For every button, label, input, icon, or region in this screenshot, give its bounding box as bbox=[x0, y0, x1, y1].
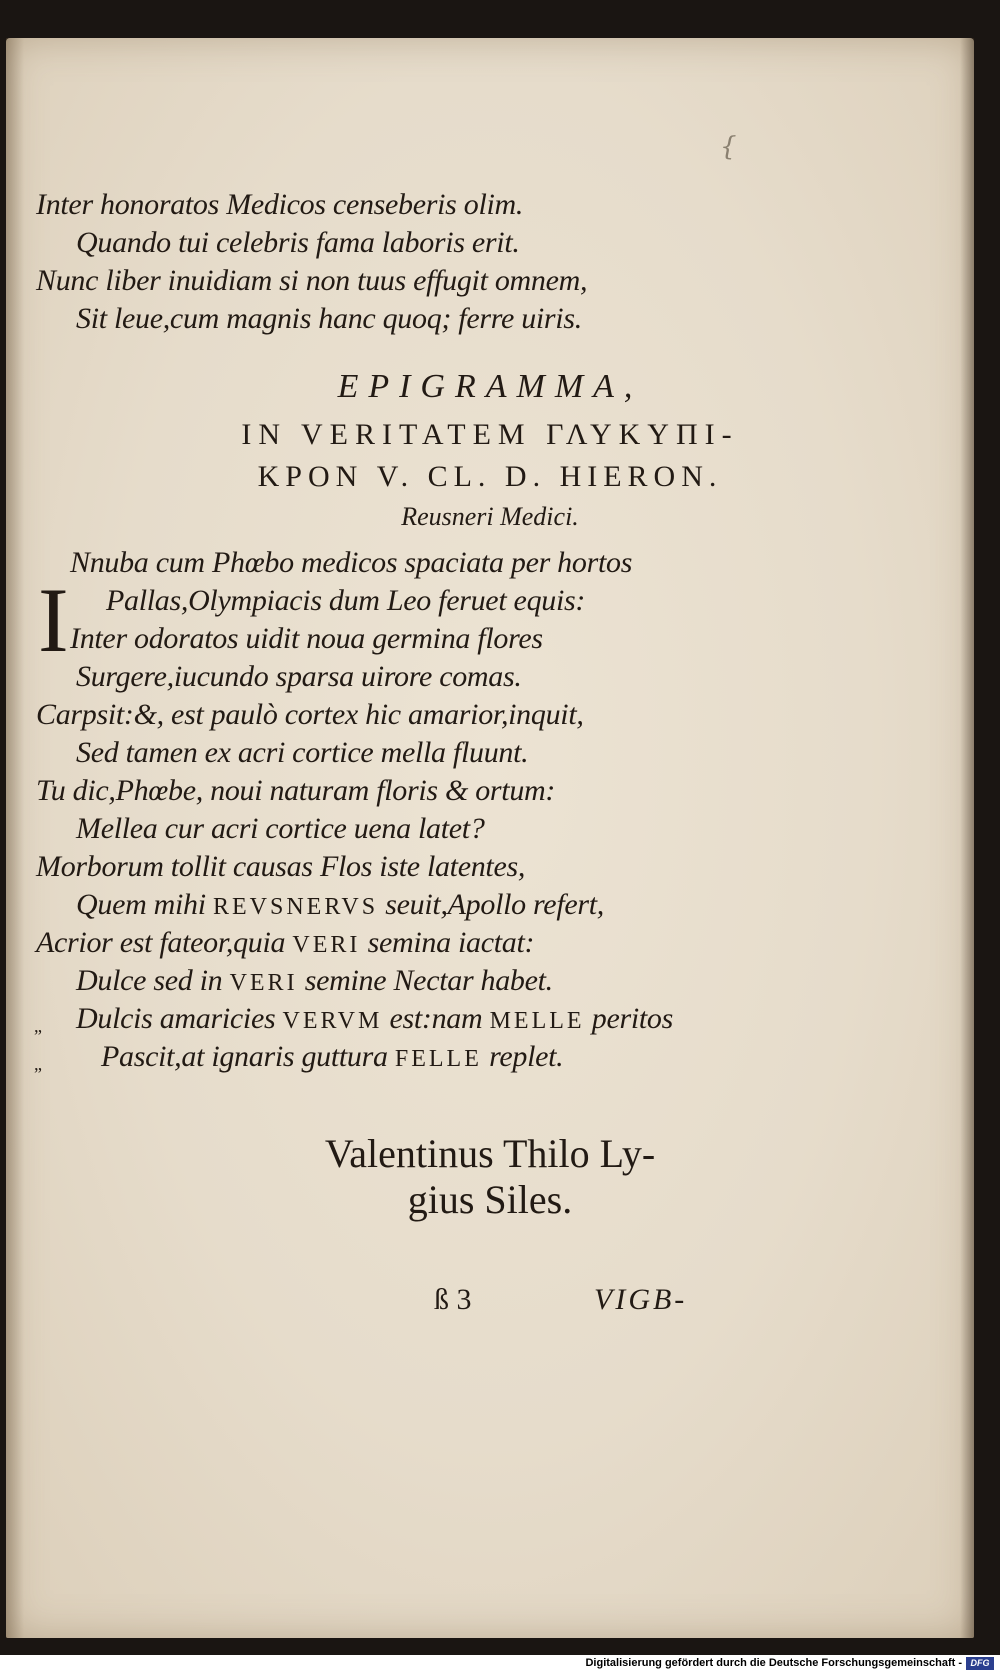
verse-line: Inter odoratos uidit noua germina flores bbox=[70, 622, 543, 655]
verse-text: Acrior est fateor,quia bbox=[36, 926, 293, 959]
small-caps-word: VERI bbox=[292, 932, 361, 958]
epigram-dedication: Reusneri Medici. bbox=[401, 502, 579, 531]
epigram-subtitle-line: ΚΡΟΝ V. CL. D. HIERON. bbox=[257, 460, 723, 493]
small-caps-name: REVSNERVS bbox=[212, 894, 379, 920]
verse-line: Surgere,iucundo sparsa uirore comas. bbox=[76, 660, 522, 693]
verse-text: seuit,Apollo refert, bbox=[378, 888, 604, 921]
verse-line: Nunc liber inuidiam si non tuus effugit omnem, bbox=[36, 264, 588, 297]
verse-text: Quem mihi bbox=[76, 888, 213, 921]
footer-bar bbox=[0, 1655, 1000, 1673]
verse-line: Pallas,Olympiacis dum Leo feruet equis: bbox=[106, 584, 586, 617]
verse-line: Mellea cur acri cortice uena latet? bbox=[76, 812, 485, 845]
verse-line: Sed tamen ex acri cortice mella fluunt. bbox=[76, 736, 529, 769]
small-caps-word: MELLE bbox=[489, 1008, 585, 1034]
verse-text: est:nam bbox=[382, 1002, 490, 1035]
verse-line: Carpsit:&, est paulò cortex hic amarior,inquit, bbox=[36, 698, 584, 731]
verse-line: Nnuba cum Phœbo medicos spaciata per hortos bbox=[70, 546, 633, 579]
verse-text: semine Nectar habet. bbox=[297, 964, 553, 997]
verse-text: semina iactat: bbox=[360, 926, 535, 959]
verse-line bbox=[101, 1040, 563, 1074]
dfg-logo: DFG bbox=[966, 1657, 994, 1670]
signature-mark: ß 3 bbox=[434, 1283, 472, 1316]
catchword: VIGB- bbox=[594, 1283, 688, 1316]
author-signature-line: gius Siles. bbox=[407, 1177, 573, 1222]
author-signature-line: Valentinus Thilo Ly- bbox=[324, 1131, 656, 1176]
verse-line bbox=[76, 1002, 673, 1036]
verse-text: replet. bbox=[481, 1040, 564, 1073]
verse-text: peritos bbox=[584, 1002, 673, 1035]
verse-line: Quando tui celebris fama laboris erit. bbox=[76, 226, 520, 259]
quote-mark: „ bbox=[34, 1016, 42, 1036]
verse-line: Tu dic,Phœbe, noui naturam floris & ortum: bbox=[36, 774, 556, 807]
book-page bbox=[6, 38, 974, 1638]
small-caps-word: FELLE bbox=[394, 1046, 482, 1072]
drop-cap: I bbox=[38, 569, 69, 671]
funding-credit: Digitalisierung gefördert durch die Deutsche Forschungsgemeinschaft - bbox=[585, 1657, 962, 1669]
quote-mark: „ bbox=[34, 1054, 42, 1074]
verse-text: Dulce sed in bbox=[76, 964, 230, 997]
verse-text: Dulcis amaricies bbox=[76, 1002, 283, 1035]
verse-line bbox=[76, 964, 553, 998]
small-caps-word: VERI bbox=[229, 970, 298, 996]
edge-shadow bbox=[960, 38, 974, 1638]
epigram-title: EPIGRAMMA, bbox=[337, 368, 643, 405]
verse-line: Inter honoratos Medicos censeberis olim. bbox=[36, 188, 524, 221]
margin-mark: { bbox=[720, 132, 737, 162]
small-caps-word: VERVM bbox=[282, 1008, 383, 1034]
verse-line: Sit leue,cum magnis hanc quoq; ferre uiris. bbox=[76, 302, 582, 335]
epigram-subtitle-line: IN VERITATEM ΓΛΥΚΥΠΙ- bbox=[241, 418, 739, 451]
verse-text: Pascit,at ignaris guttura bbox=[101, 1040, 395, 1073]
gutter-shadow bbox=[6, 38, 24, 1638]
verse-line bbox=[36, 926, 534, 960]
verse-line: Morborum tollit causas Flos iste latentes, bbox=[36, 850, 526, 883]
verse-line bbox=[76, 888, 604, 922]
